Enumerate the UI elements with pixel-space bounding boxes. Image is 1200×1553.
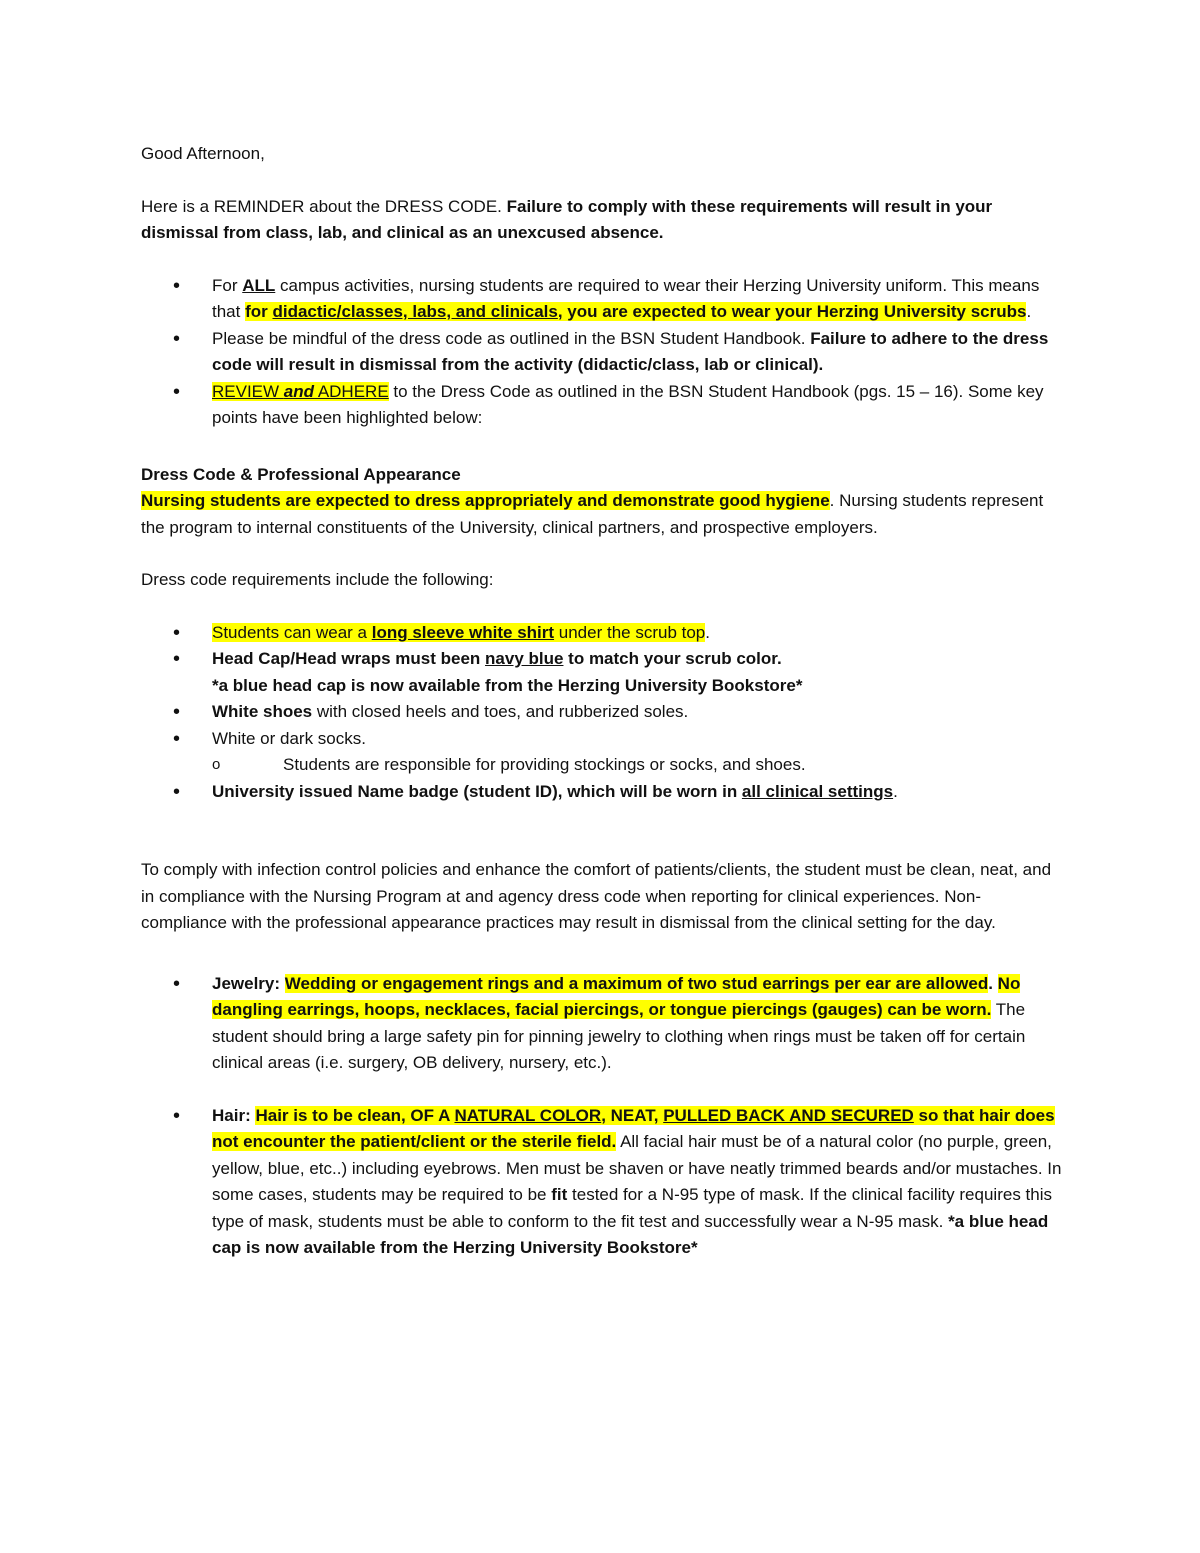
- text: , NEAT,: [601, 1105, 664, 1125]
- bold-text: Head Cap/Head wraps must been: [212, 649, 486, 668]
- underlined-bold-text: long sleeve white shirt: [371, 622, 555, 642]
- text: .: [988, 973, 998, 993]
- list-item: [141, 273, 1066, 326]
- highlighted-underlined-text: didactic/classes, labs, and clinicals: [272, 302, 558, 321]
- text: For: [212, 275, 243, 295]
- section-paragraph: [141, 488, 1066, 541]
- bold-text: University issued Name badge (student ID), which will be worn in: [212, 781, 742, 801]
- text: to the Dress Code as outlined in the BSN Student Handbook (pgs. 15 – 16). Some key points have been highlighted below:: [212, 381, 1044, 427]
- list-item: [141, 646, 1066, 699]
- intro-warning: Failure to comply with these requirements will result in your dismissal from class, lab, and clinical as an unexcused absence.: [141, 196, 993, 242]
- list-item: [141, 726, 1066, 779]
- text: . Nursing students represent the program to internal constituents of the University, clinical partners, and prospective employers.: [141, 491, 1044, 537]
- appearance-list: [141, 971, 1066, 1262]
- hair-label: Hair:: [212, 1105, 256, 1125]
- text: All facial hair must be of a natural color (no purple, green, yellow, blue, etc..) including eyebrows. Men must be shaven or have neatly trimmed beards and/or mustaches. In some cases, students may be required to be: [212, 1132, 1062, 1204]
- list-item: [141, 379, 1066, 432]
- text: White or dark socks.: [212, 728, 366, 748]
- underlined-text: PULLED BACK AND SECURED: [663, 1105, 914, 1125]
- bold-text: Failure to adhere to the dress code will result in dismissal from the activity (didactic/class, lab or clinical).: [212, 328, 1049, 374]
- bookstore-note: *a blue head cap is now available from the Herzing University Bookstore*: [212, 1211, 1049, 1257]
- text: ADHERE: [314, 381, 389, 401]
- list-item-jewelry: [141, 971, 1066, 1077]
- list-item-hair: [141, 1103, 1066, 1262]
- text: .: [705, 622, 710, 642]
- sub-list: [212, 752, 1066, 779]
- bookstore-note: *a blue head cap is now available from the Herzing University Bookstore*: [212, 675, 803, 695]
- underlined-bold-text: all clinical settings: [741, 781, 894, 801]
- text: so that hair does not encounter the patient/client or the sterile field.: [212, 1105, 1055, 1151]
- text: with closed heels and toes, and rubberized soles.: [312, 702, 689, 721]
- text: under the scrub top: [554, 622, 706, 642]
- intro-plain: Here is a REMINDER about the DRESS CODE.: [141, 196, 507, 216]
- list-item: [141, 699, 1066, 726]
- text: .: [1026, 302, 1032, 321]
- greeting: Good Afternoon,: [141, 144, 265, 163]
- sub-list-item: o Students are responsible for providing stockings or socks, and shoes.: [212, 752, 1066, 779]
- highlighted-text: Nursing students are expected to dress appropriately and demonstrate good hygiene: [141, 491, 830, 510]
- list-item: [141, 326, 1066, 379]
- text: Please be mindful of the dress code as outlined in the BSN Student Handbook.: [212, 328, 811, 348]
- list-item: [141, 620, 1066, 647]
- text: REVIEW: [212, 381, 284, 401]
- highlighted-text: for: [245, 302, 273, 321]
- text: tested for a N-95 type of mask. If the clinical facility requires this type of mask, students must be able to conform to the fit test and successfully wear a N-95 mask.: [212, 1185, 1052, 1231]
- jewelry-label: Jewelry:: [212, 973, 285, 993]
- requirements-intro: Dress code requirements include the following:: [141, 570, 494, 589]
- infection-control-paragraph: To comply with infection control policies and enhance the comfort of patients/clients, the student must be clean, neat, and in compliance with the Nursing Program at and agency dress code when reporting for clinical experiences. Non-compliance with the professional appearance practices may result in dismissal from the clinical setting for the day.: [141, 860, 1052, 932]
- highlight-group: [212, 623, 705, 642]
- highlighted-text: No dangling earrings, hoops, necklaces, facial piercings, or tongue piercings (gauges) can be worn.: [212, 973, 1021, 1019]
- bold-text: to match your scrub color.: [563, 649, 782, 668]
- bold-text: fit: [551, 1185, 568, 1204]
- list-item: [141, 779, 1066, 806]
- document-page: [141, 141, 1066, 1262]
- requirements-list: [141, 620, 1066, 806]
- text: The student should bring a large safety pin for pinning jewelry to clothing when rings must be taken off for certain clinical areas (i.e. surgery, OB delivery, nursery, etc.).: [212, 1000, 1026, 1072]
- text: Students can wear a: [212, 622, 372, 642]
- section-heading: Dress Code & Professional Appearance: [141, 464, 461, 484]
- underlined-text: NATURAL COLOR: [454, 1105, 602, 1125]
- review-adhere-highlight: [212, 382, 389, 401]
- text: Hair is to be clean, OF A: [255, 1105, 455, 1125]
- underlined-bold-text: navy blue: [485, 649, 564, 668]
- bold-text: White shoes: [212, 702, 313, 721]
- campus-activities-list: [141, 273, 1066, 432]
- emphasis-all: ALL: [242, 275, 276, 295]
- italic-and: and: [283, 381, 315, 401]
- intro-paragraph: [141, 194, 1066, 247]
- highlighted-text: Wedding or engagement rings and a maximum of two stud earrings per ear are allowed: [284, 973, 989, 993]
- text: .: [893, 781, 898, 801]
- text: campus activities, nursing students are required to wear their Herzing University uniform. This means that: [212, 275, 1040, 321]
- highlighted-text: , you are expected to wear your Herzing University scrubs: [557, 302, 1027, 321]
